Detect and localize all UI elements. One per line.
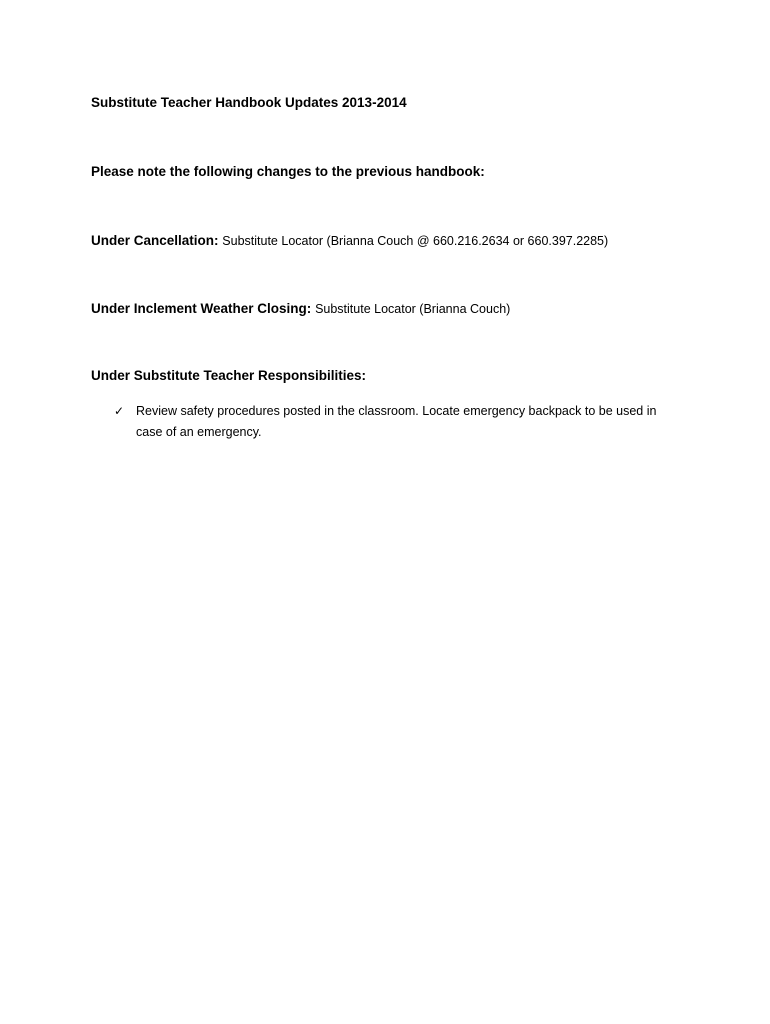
cancellation-value: Substitute Locator (Brianna Couch @ 660.216.2634 or 660.397.2285) bbox=[222, 234, 609, 248]
document-title: Substitute Teacher Handbook Updates 2013-2014 bbox=[91, 95, 407, 110]
responsibilities-heading: Under Substitute Teacher Responsibilities: bbox=[91, 368, 367, 383]
changes-note: Please note the following changes to the previous handbook: bbox=[91, 164, 485, 179]
list-item bbox=[114, 401, 674, 443]
weather-label: Under Inclement Weather Closing: bbox=[91, 301, 312, 316]
weather-value: Substitute Locator (Brianna Couch) bbox=[315, 302, 511, 316]
list-item-text: Review safety procedures posted in the classroom. Locate emergency backpack to be used in case of an emergency. bbox=[136, 404, 657, 439]
cancellation-label: Under Cancellation: bbox=[91, 233, 219, 248]
cancellation-section bbox=[91, 233, 608, 248]
checkmark-icon: ✓ bbox=[114, 404, 125, 418]
weather-section bbox=[91, 301, 510, 316]
